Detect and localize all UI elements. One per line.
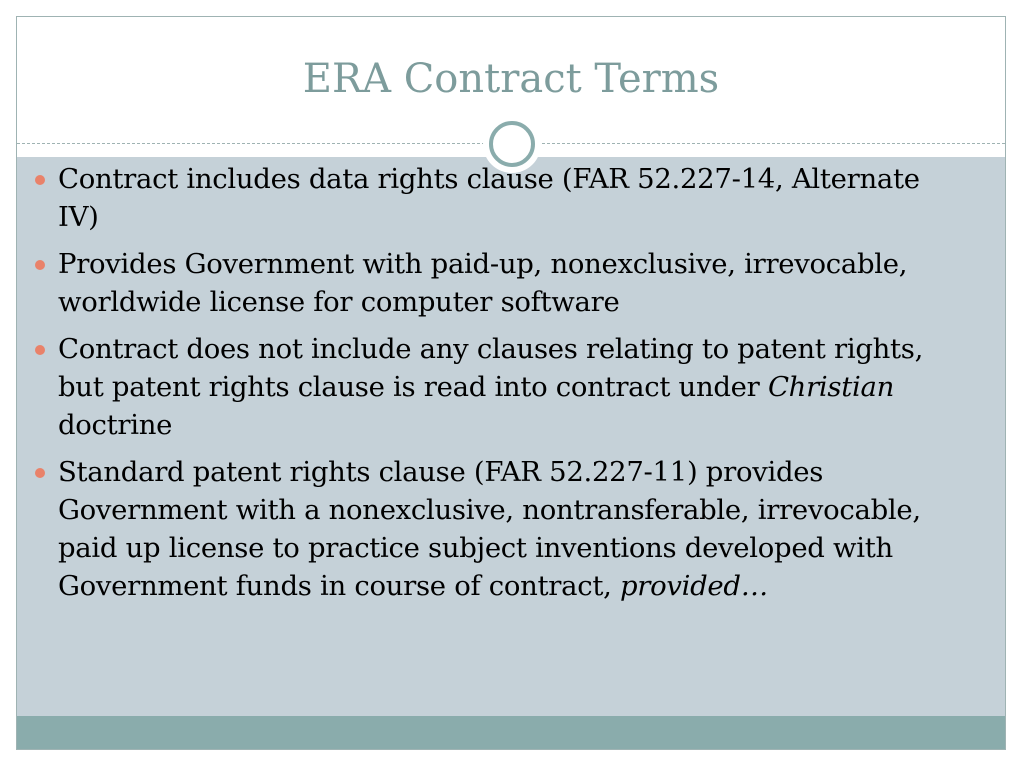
bullet-item xyxy=(32,245,962,321)
bullet-text: Contract includes data rights clause (FAR 52.227-14, Alternate IV) xyxy=(58,163,920,233)
bullet-text-end: doctrine xyxy=(58,409,173,441)
bullet-item xyxy=(32,160,962,236)
bullet-dot-icon xyxy=(35,468,45,478)
bullet-text-italic: provided… xyxy=(619,570,768,602)
bullet-dot-icon xyxy=(35,260,45,270)
slide-title: ERA Contract Terms xyxy=(302,56,720,102)
bullet-text: Contract does not include any clauses relating to patent rights, but patent rights clause is read into contract under xyxy=(58,333,924,403)
bullet-text-italic: Christian xyxy=(767,371,894,403)
bullet-dot-icon xyxy=(35,175,45,185)
bullet-dot-icon xyxy=(35,345,45,355)
bullet-item xyxy=(32,330,962,444)
bullet-text: Provides Government with paid-up, nonexclusive, irrevocable, worldwide license for computer software xyxy=(58,248,908,318)
bullet-text: Standard patent rights clause (FAR 52.227-11) provides Government with a nonexclusive, nontransferable, irrevocable, paid up license to practice subject inventions developed with Government funds in course of contract, xyxy=(58,456,921,602)
bullet-item xyxy=(32,453,962,605)
bullet-list xyxy=(32,160,962,614)
footer-bar xyxy=(17,716,1005,750)
